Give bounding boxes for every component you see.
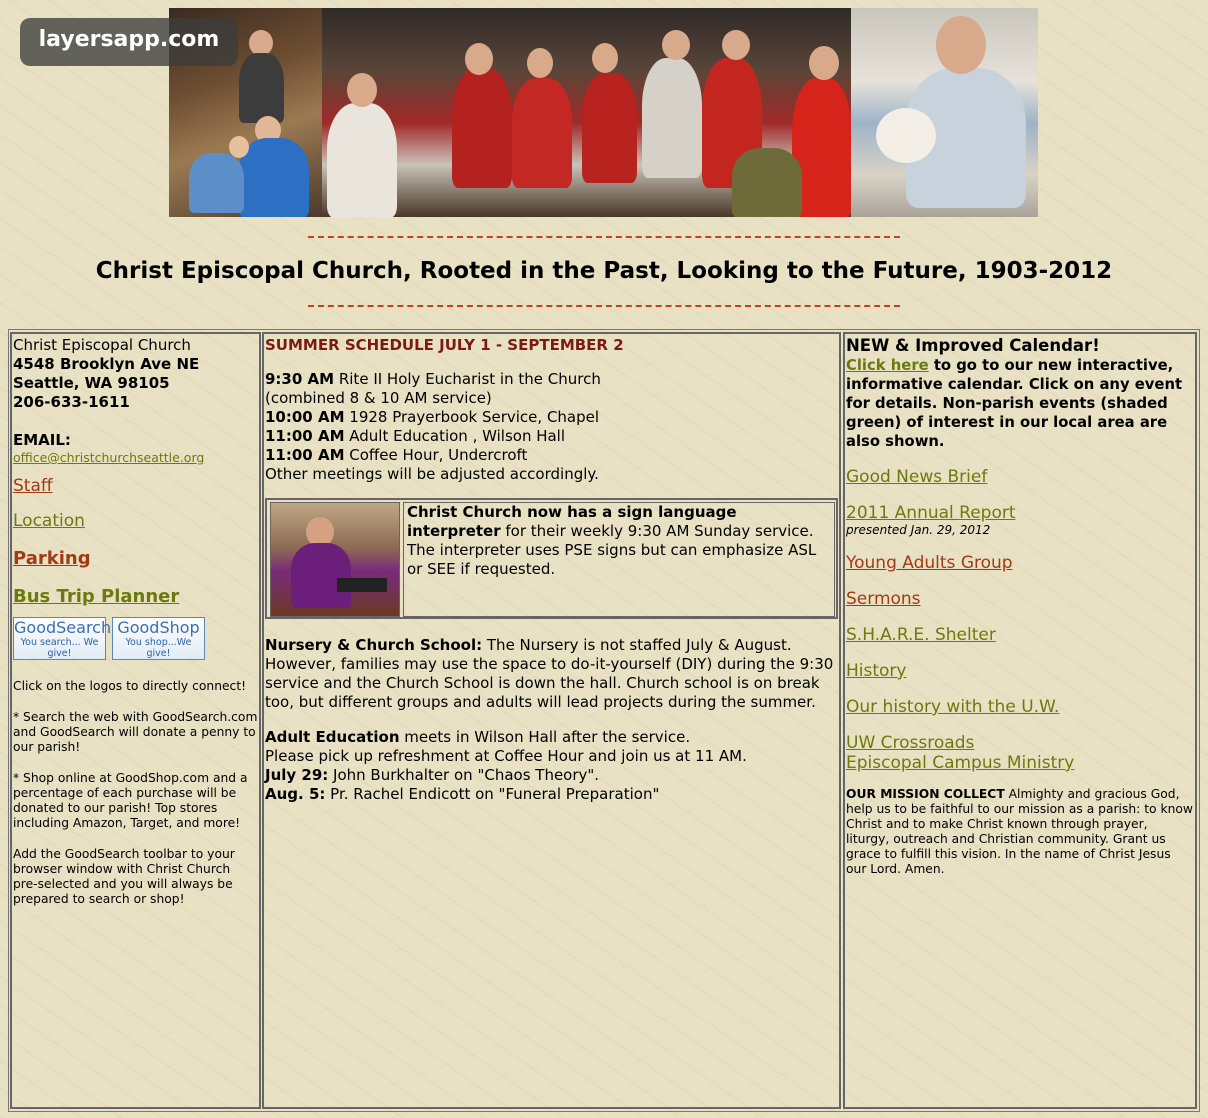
schedule-desc: Adult Education , Wilson Hall (344, 427, 566, 445)
toolbar-text: Add the GoodSearch toolbar to your browser window with Christ Church pre-selected and you will always be prepared to search or shop! (13, 847, 235, 906)
logos-instruction: Click on the logos to directly connect! (13, 679, 247, 693)
adult-education-heading: Adult Education (265, 728, 400, 746)
goodshop-logo[interactable] (112, 617, 205, 660)
uw-history-link[interactable]: Our history with the U.W. (846, 697, 1060, 717)
goodshop-text: * Shop online at GoodShop.com and a percentage of each purchase will be donated to our parish! Top stores including Amazon, Target, and more! (13, 771, 248, 830)
schedule-desc: Coffee Hour, Undercroft (344, 446, 528, 464)
calendar-click-here-link[interactable]: Click here (846, 357, 929, 374)
nursery-paragraph (265, 636, 838, 712)
share-shelter-link[interactable]: S.H.A.R.E. Shelter (846, 625, 996, 645)
sign-language-desc: for their weekly 9:30 AM Sunday service. The interpreter uses PSE signs but can emphasize ASL or SEE if requested. (407, 522, 817, 578)
banner-photo-choir (322, 8, 851, 217)
bus-trip-planner-link[interactable]: Bus Trip Planner (13, 586, 180, 607)
schedule-adjust-note: Other meetings will be adjusted accordingly. (265, 465, 599, 483)
schedule-time: 11:00 AM (265, 427, 345, 445)
left-column (10, 332, 261, 1109)
event-item (265, 785, 838, 804)
goodshop-logo-title: GoodShop (117, 618, 200, 637)
sign-language-heading: Christ Church now has a sign language interpreter (407, 503, 737, 540)
location-link[interactable]: Location (13, 511, 85, 531)
schedule-item (265, 370, 838, 389)
schedule-item (265, 427, 838, 446)
schedule-time: 11:00 AM (265, 446, 345, 464)
nursery-desc: The Nursery is not staffed July & August. However, families may use the space to do-it-yourself (DIY) during the 9:30 service and the Church School is down the hall. Church school is on break too, but different groups and adults will lead projects during the summer. (265, 636, 834, 711)
event-date: Aug. 5: (265, 785, 326, 803)
street-address: 4548 Brooklyn Ave NE (13, 355, 200, 373)
goodsearch-logo-title: GoodSearch (14, 618, 112, 637)
goodshop-logo-tagline: You shop...We give! (125, 637, 192, 659)
sign-language-box (265, 498, 838, 619)
calendar-paragraph (846, 356, 1194, 451)
schedule-note: (combined 8 & 10 AM service) (265, 389, 492, 407)
interpreter-photo (270, 502, 400, 617)
header-divider-bottom (308, 305, 900, 307)
good-news-brief-link[interactable]: Good News Brief (846, 467, 988, 487)
schedule-list (265, 370, 838, 484)
header-divider-top (308, 236, 900, 238)
mission-collect-heading: OUR MISSION COLLECT (846, 787, 1005, 801)
history-link[interactable]: History (846, 661, 907, 681)
phone-number: 206-633-1611 (13, 393, 130, 411)
schedule-time: 10:00 AM (265, 408, 345, 426)
schedule-item (265, 446, 838, 465)
calendar-desc: to go to our new interactive, informative calendar. Click on any event for details. Non-parish events (shaded green) of interest in our local area are also shown. (846, 357, 1183, 450)
annual-report-note: presented Jan. 29, 2012 (846, 523, 991, 537)
schedule-title: SUMMER SCHEDULE JULY 1 - SEPTEMBER 2 (265, 336, 624, 354)
city-address: Seattle, WA 98105 (13, 374, 170, 392)
event-desc: John Burkhalter on "Chaos Theory". (328, 766, 600, 784)
page-title: Christ Episcopal Church, Rooted in the Past, Looking to the Future, 1903-2012 (95, 258, 1113, 284)
schedule-desc: Rite II Holy Eucharist in the Church (334, 370, 601, 388)
annual-report-link[interactable]: 2011 Annual Report (846, 503, 1016, 523)
email-link[interactable]: office@christchurchseattle.org (13, 450, 205, 465)
schedule-desc: 1928 Prayerbook Service, Chapel (344, 408, 600, 426)
church-name: Christ Episcopal Church (13, 336, 191, 354)
campus-ministry-link[interactable]: Episcopal Campus Ministry (846, 753, 1075, 773)
mission-collect-text: Almighty and gracious God, help us to be faithful to our mission as a parish: to know Christ and to make Christ known through prayer, liturgy, outreach and Christian community. Grant us grace to fulfill this vision. In the name of Christ Jesus our Lord. Amen. (846, 787, 1193, 876)
email-label: EMAIL: (13, 431, 71, 449)
sign-language-text (403, 502, 835, 617)
right-column (843, 332, 1197, 1109)
young-adults-link[interactable]: Young Adults Group (846, 553, 1013, 573)
sermons-link[interactable]: Sermons (846, 589, 921, 609)
event-desc: Pr. Rachel Endicott on "Funeral Preparation" (325, 785, 660, 803)
nursery-heading: Nursery & Church School: (265, 636, 483, 654)
watermark: layersapp.com (20, 18, 238, 66)
adult-education-paragraph (265, 728, 838, 804)
coffee-hour-note: Please pick up refreshment at Coffee Hour and join us at 11 AM. (265, 747, 747, 765)
uw-crossroads-link[interactable]: UW Crossroads (846, 733, 975, 753)
goodsearch-text: * Search the web with GoodSearch.com and GoodSearch will donate a penny to our parish! (13, 710, 258, 754)
staff-link[interactable]: Staff (13, 476, 53, 496)
schedule-item (265, 408, 838, 427)
banner-image (169, 8, 1038, 217)
parking-link[interactable]: Parking (13, 548, 91, 569)
adult-education-desc: meets in Wilson Hall after the service. (399, 728, 691, 746)
center-column (262, 332, 841, 1109)
goodsearch-logo[interactable] (13, 617, 112, 660)
goodsearch-logo-tagline: You search... We give! (20, 637, 99, 659)
event-date: July 29: (265, 766, 329, 784)
calendar-title: NEW & Improved Calendar! (846, 336, 1100, 355)
mission-collect (846, 787, 1194, 877)
schedule-time: 9:30 AM (265, 370, 335, 388)
event-item (265, 766, 838, 785)
banner-photo-tea (851, 8, 1038, 217)
